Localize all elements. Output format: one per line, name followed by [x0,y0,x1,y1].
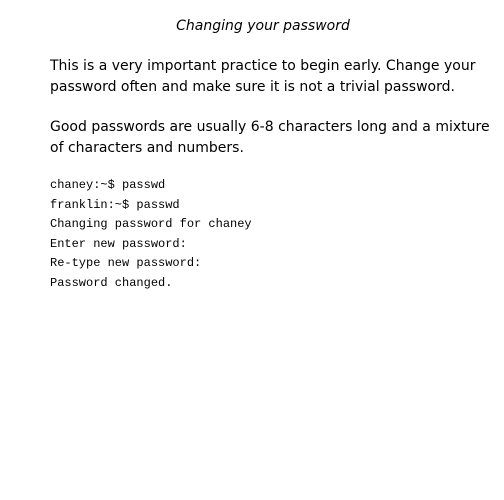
paragraph-line: This is a very important practice to begin early. Change your [50,58,476,74]
paragraph-line: Good passwords are usually 6-8 characters long and a mixture [50,119,490,135]
terminal-line: Enter new password: [50,236,187,251]
terminal-line: Re-type new password: [50,256,202,270]
terminal-line: Changing password for chaney [50,217,252,231]
guideline-paragraph [50,117,502,159]
paragraph-line: password often and make sure it is not a trivial password. [50,79,455,95]
terminal-line: franklin:~$ passwd [50,197,180,212]
intro-paragraph [50,56,502,98]
terminal-line: chaney:~$ passwd [50,178,166,192]
terminal-transcript [50,176,490,293]
paragraph-line: of characters and numbers. [50,140,244,156]
page-title: Changing your password [176,18,350,34]
terminal-line: Password changed. [50,275,173,290]
